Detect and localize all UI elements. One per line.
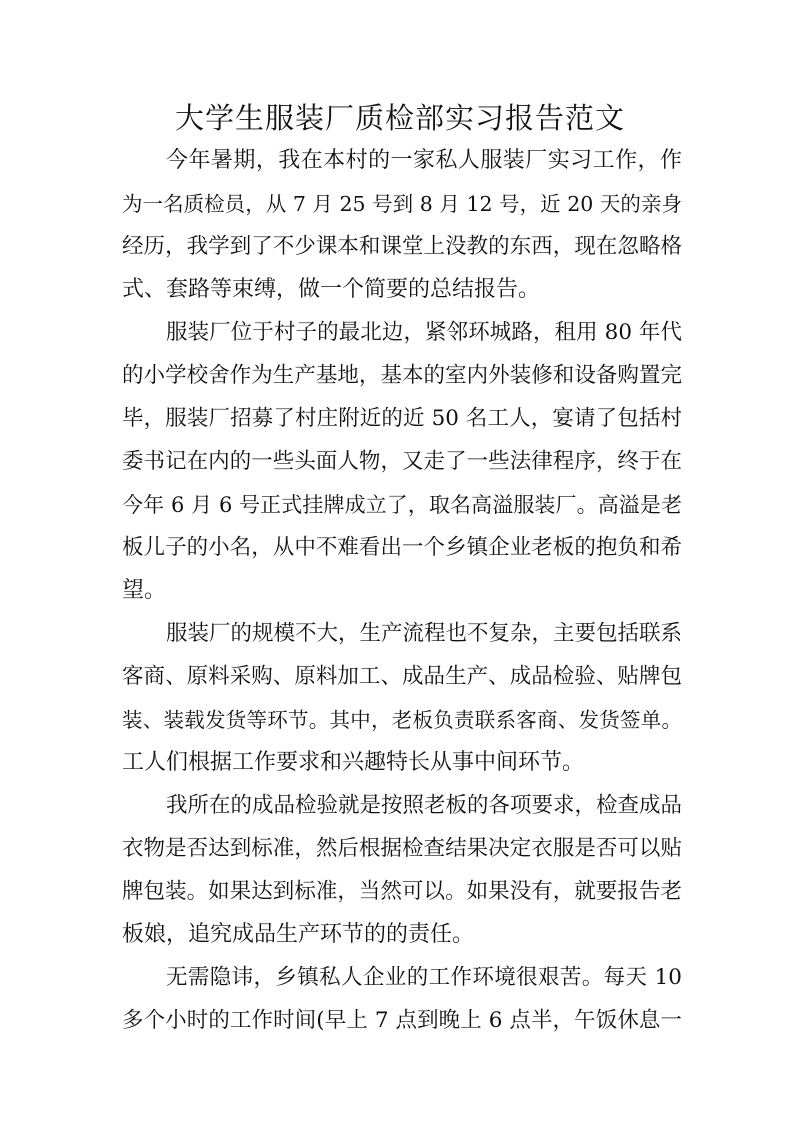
paragraph-4-line-1: 我所在的成品检验就是按照老板的各项要求，检查成品 bbox=[166, 793, 683, 818]
paragraph-4-line-2: 衣物是否达到标准，然后根据检查结果决定衣服是否可以贴 bbox=[122, 836, 682, 861]
paragraph-2-line-7: 望。 bbox=[122, 578, 167, 603]
paragraph-2-line-6: 板儿子的小名，从中不难看出一个乡镇企业老板的抱负和希 bbox=[122, 535, 682, 560]
paragraph-3-line-1: 服装厂的规模不大，生产流程也不复杂，主要包括联系 bbox=[166, 621, 683, 646]
paragraph-1-line-1: 今年暑期，我在本村的一家私人服装厂实习工作，作 bbox=[166, 148, 682, 173]
paragraph-5-line-1: 无需隐讳，乡镇私人企业的工作环境很艰苦。每天 10 bbox=[166, 965, 682, 990]
paragraph-1-line-3: 经历，我学到了不少课本和课堂上没教的东西，现在忽略格 bbox=[122, 234, 682, 259]
paragraph-3-line-3: 装、装载发货等环节。其中，老板负责联系客商、发货签单。 bbox=[122, 708, 682, 732]
paragraph-2-line-2: 的小学校舍作为生产基地，基本的室内外装修和设备购置完 bbox=[122, 363, 682, 388]
paragraph-3-line-4: 工人们根据工作要求和兴趣特长从事中间环节。 bbox=[122, 750, 585, 775]
paragraph-1-line-4: 式、套路等束缚，做一个简要的总结报告。 bbox=[122, 277, 541, 302]
paragraph-2-line-3: 毕，服装厂招募了村庄附近的近 50 名工人，宴请了包括村 bbox=[122, 406, 682, 431]
paragraph-5-line-2: 多个小时的工作时间(早上 7 点到晚上 6 点半，午饭休息一 bbox=[122, 1008, 682, 1033]
paragraph-2-line-1: 服装厂位于村子的最北边，紧邻环城路，租用 80 年代 bbox=[166, 320, 682, 345]
paragraph-2-line-5: 今年 6 月 6 号正式挂牌成立了，取名高溢服装厂。高溢是老 bbox=[122, 493, 682, 517]
paragraph-3-line-2: 客商、原料采购、原料加工、成品生产、成品检验、贴牌包 bbox=[122, 664, 682, 689]
paragraph-1-line-2: 为一名质检员，从 7 月 25 号到 8 月 12 号，近 20 天的亲身 bbox=[122, 192, 682, 216]
paragraph-2-line-4: 委书记在内的一些头面人物，又走了一些法律程序，终于在 bbox=[122, 449, 682, 474]
paragraph-4-line-4: 板娘，追究成品生产环节的的责任。 bbox=[122, 922, 475, 947]
document-title: 大学生服装厂质检部实习报告范文 bbox=[174, 101, 625, 135]
paragraph-4-line-3: 牌包装。如果达到标准，当然可以。如果没有，就要报告老 bbox=[122, 879, 682, 904]
